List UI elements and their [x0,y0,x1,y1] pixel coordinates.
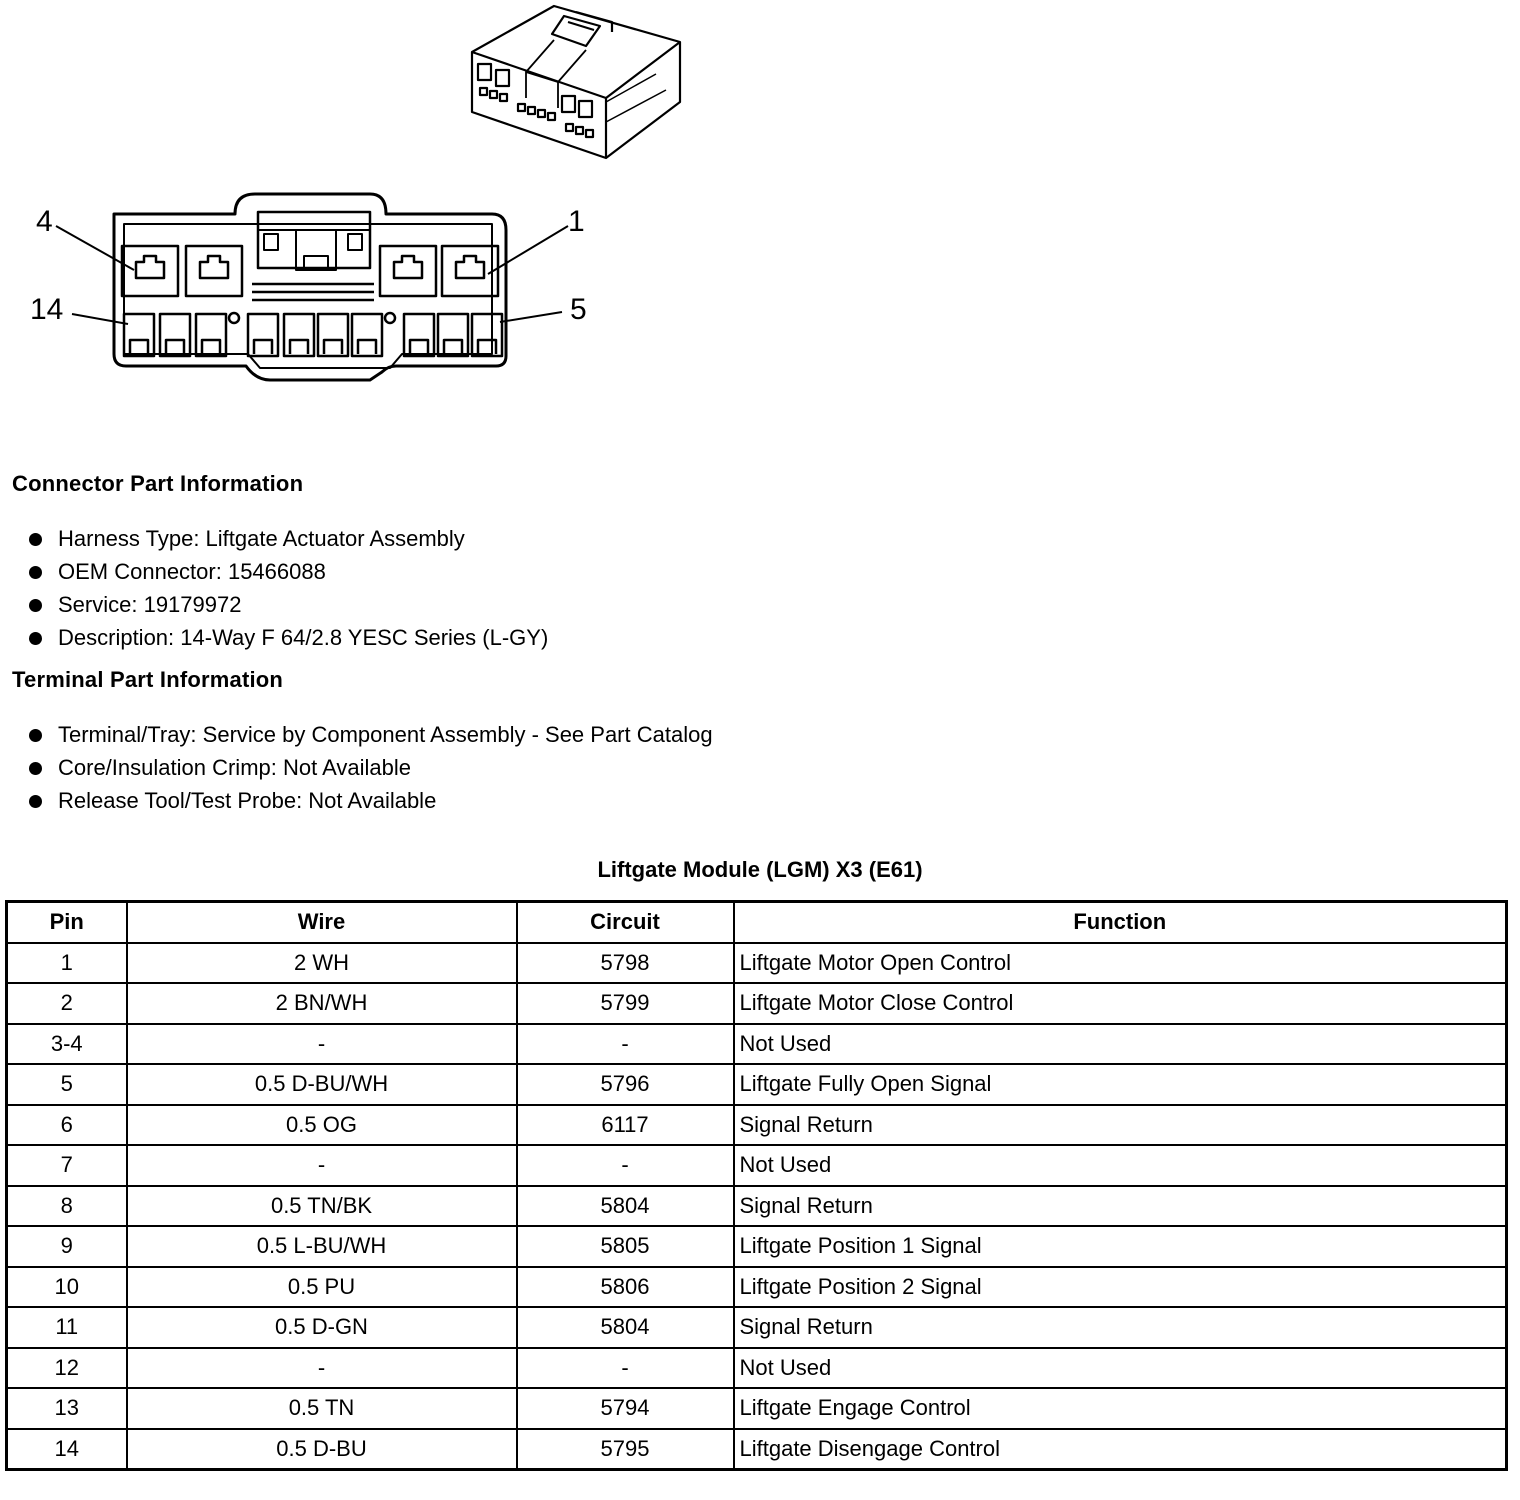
cell-wire: 0.5 D-GN [127,1307,517,1348]
cell-circuit: 6117 [517,1105,734,1146]
cell-pin: 12 [7,1348,127,1389]
cell-wire: 0.5 OG [127,1105,517,1146]
cell-circuit: 5804 [517,1186,734,1227]
connector-face-view [30,190,600,386]
cell-function: Signal Return [734,1105,1507,1146]
table-row [7,1226,1507,1267]
cell-pin: 6 [7,1105,127,1146]
table-row [7,1024,1507,1065]
cell-pin: 1 [7,943,127,984]
list-item: Service: 19179972 [8,588,548,621]
cell-function: Liftgate Position 2 Signal [734,1267,1507,1308]
col-header-pin: Pin [7,902,127,943]
cell-function: Liftgate Motor Open Control [734,943,1507,984]
cell-pin: 2 [7,983,127,1024]
cell-function: Not Used [734,1145,1507,1186]
cell-pin: 10 [7,1267,127,1308]
connector-info-heading: Connector Part Information [12,471,304,496]
cell-circuit: 5799 [517,983,734,1024]
table-row [7,1064,1507,1105]
col-header-circuit: Circuit [517,902,734,943]
table-row [7,1105,1507,1146]
table-row [7,1307,1507,1348]
cell-pin: 7 [7,1145,127,1186]
cell-wire: 0.5 L-BU/WH [127,1226,517,1267]
table-row [7,943,1507,984]
terminal-info-list [8,718,713,817]
cell-function: Signal Return [734,1186,1507,1227]
cell-function: Liftgate Engage Control [734,1388,1507,1429]
pin-table-title: Liftgate Module (LGM) X3 (E61) [597,857,923,882]
cell-wire: 2 BN/WH [127,983,517,1024]
cell-circuit: 5806 [517,1267,734,1308]
list-item: Harness Type: Liftgate Actuator Assembly [8,522,548,555]
list-item: OEM Connector: 15466088 [8,555,548,588]
cell-wire: 2 WH [127,943,517,984]
table-header-row [7,902,1507,943]
pin-label-5: 5 [570,293,587,326]
list-item: Terminal/Tray: Service by Component Assembly - See Part Catalog [8,718,713,751]
cell-circuit: 5804 [517,1307,734,1348]
cell-circuit: - [517,1348,734,1389]
cell-circuit: - [517,1145,734,1186]
cell-pin: 13 [7,1388,127,1429]
cell-pin: 5 [7,1064,127,1105]
cell-circuit: 5796 [517,1064,734,1105]
cell-pin: 9 [7,1226,127,1267]
connector-isometric-illustration [466,2,688,164]
cell-circuit: 5795 [517,1429,734,1470]
cell-wire: 0.5 TN [127,1388,517,1429]
cell-pin: 8 [7,1186,127,1227]
table-row [7,983,1507,1024]
cell-circuit: 5798 [517,943,734,984]
table-row [7,1348,1507,1389]
cell-wire: 0.5 D-BU [127,1429,517,1470]
cell-function: Not Used [734,1348,1507,1389]
table-row [7,1388,1507,1429]
cell-function: Signal Return [734,1307,1507,1348]
table-row [7,1186,1507,1227]
list-item: Core/Insulation Crimp: Not Available [8,751,713,784]
cell-function: Liftgate Motor Close Control [734,983,1507,1024]
pin-table [5,900,1508,1471]
cell-function: Liftgate Fully Open Signal [734,1064,1507,1105]
cell-wire: - [127,1024,517,1065]
cell-circuit: - [517,1024,734,1065]
cell-wire: - [127,1145,517,1186]
cell-wire: 0.5 PU [127,1267,517,1308]
col-header-function: Function [734,902,1507,943]
cell-pin: 14 [7,1429,127,1470]
table-row [7,1267,1507,1308]
cell-pin: 3-4 [7,1024,127,1065]
pin-label-14: 14 [30,293,64,326]
cell-wire: 0.5 D-BU/WH [127,1064,517,1105]
pin-label-4: 4 [36,205,53,238]
connector-info-list [8,522,548,654]
cell-function: Liftgate Position 1 Signal [734,1226,1507,1267]
cell-wire: 0.5 TN/BK [127,1186,517,1227]
table-row [7,1145,1507,1186]
terminal-info-heading: Terminal Part Information [12,667,284,692]
cell-wire: - [127,1348,517,1389]
cell-function: Not Used [734,1024,1507,1065]
cell-circuit: 5794 [517,1388,734,1429]
col-header-wire: Wire [127,902,517,943]
pin-label-1: 1 [568,205,585,238]
table-row [7,1429,1507,1470]
cell-pin: 11 [7,1307,127,1348]
cell-circuit: 5805 [517,1226,734,1267]
list-item: Release Tool/Test Probe: Not Available [8,784,713,817]
cell-function: Liftgate Disengage Control [734,1429,1507,1470]
list-item: Description: 14-Way F 64/2.8 YESC Series (L-GY) [8,621,548,654]
